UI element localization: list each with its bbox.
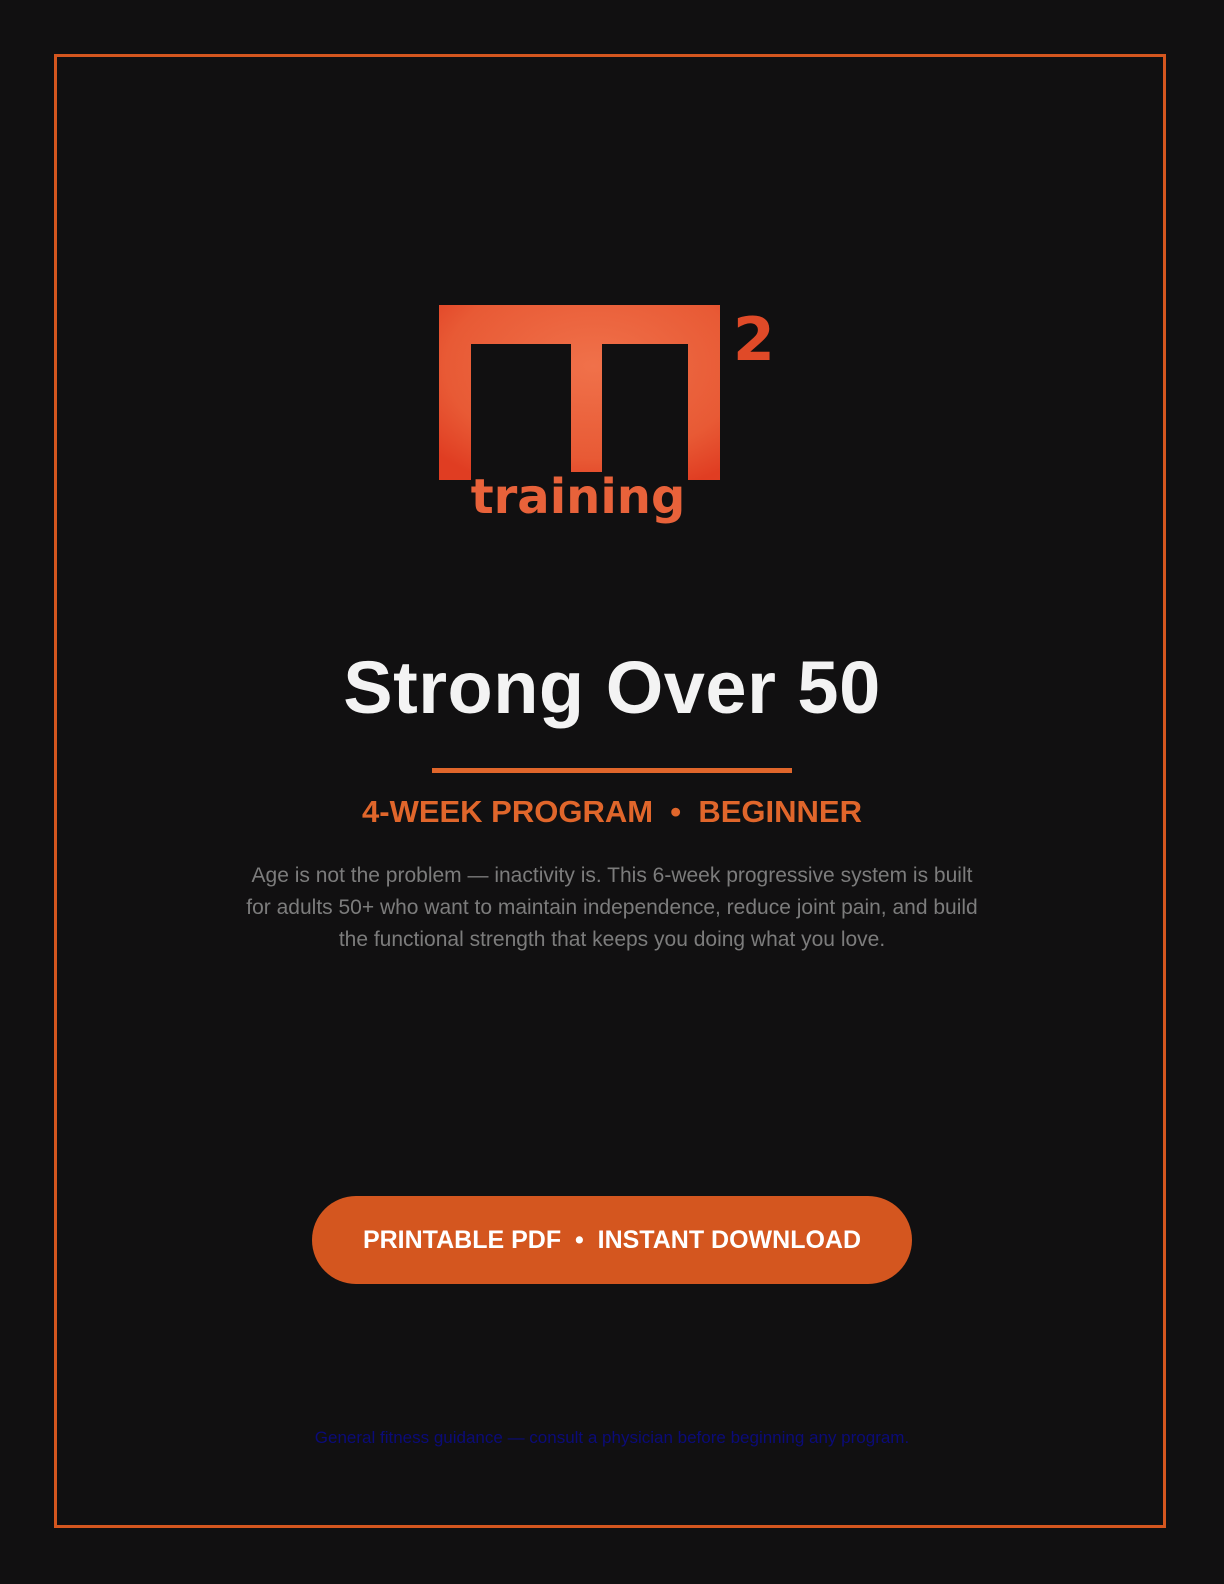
logo-wordmark: training [470, 469, 686, 525]
m2-training-logo [437, 300, 787, 530]
page-border-frame [54, 54, 1166, 1528]
disclaimer-text: General fitness guidance — consult a physician before beginning any program. [314, 1428, 910, 1447]
page-title: Strong Over 50 [343, 646, 881, 729]
program-subtitle: 4-WEEK PROGRAM • BEGINNER [362, 794, 862, 829]
m-shape-icon [439, 305, 720, 480]
program-description: Age is not the problem — inactivity is. This 6-week progressive system is built for adults 50+ who want to maintain independence, reduce joint pain, and build the functional strength that keeps you doing what you love. [246, 864, 978, 951]
title-divider [432, 768, 792, 773]
download-button[interactable]: PRINTABLE PDF • INSTANT DOWNLOAD [312, 1196, 912, 1284]
logo-superscript: 2 [733, 305, 775, 375]
